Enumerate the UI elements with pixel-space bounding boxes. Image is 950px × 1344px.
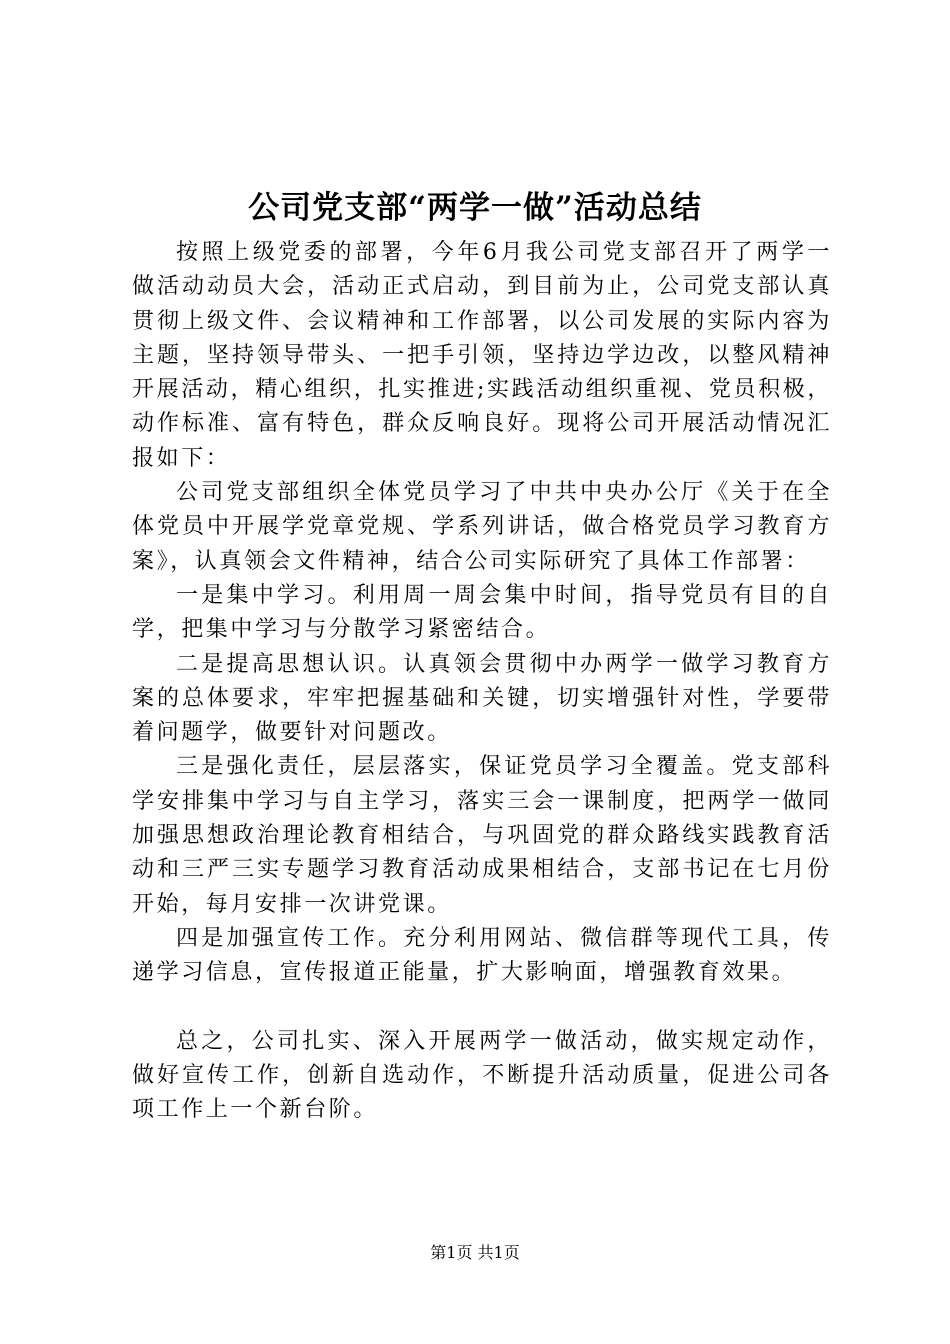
page-footer: 第1页 共1页: [430, 1243, 520, 1262]
paragraph-point-four: 四是加强宣传工作。充分利用网站、微信群等现代工具，传递学习信息，宣传报道正能量，扩大影响面，增强教育效果。: [132, 925, 832, 986]
paragraph-intro: 按照上级党委的部署，今年6月我公司党支部召开了两学一做活动动员大会，活动正式启动，到目前为止，公司党支部认真贯彻上级文件、会议精神和工作部署，以公司发展的实际内容为主题，坚持领导带头、一把手引领，坚持边学边改，以整风精神开展活动，精心组织，扎实推进;实践活动组织重视、党员积极，动作标准、富有特色，群众反响良好。现将公司开展活动情况汇报如下：: [132, 240, 832, 471]
paragraph-conclusion: 总之，公司扎实、深入开展两学一做活动，做实规定动作，做好宣传工作，创新自选动作，不断提升活动质量，促进公司各项工作上一个新台阶。: [132, 1028, 832, 1123]
paragraph-point-two: 二是提高思想认识。认真领会贯彻中办两学一做学习教育方案的总体要求，牢牢把握基础和关键，切实增强针对性，学要带着问题学，做要针对问题改。: [132, 651, 832, 746]
paragraph-study-plan: 公司党支部组织全体党员学习了中共中央办公厅《关于在全体党员中开展学党章党规、学系列讲话，做合格党员学习教育方案》，认真领会文件精神，结合公司实际研究了具体工作部署：: [132, 480, 832, 574]
document-title: 公司党支部“两学一做”活动总结: [248, 190, 702, 226]
paragraph-point-one: 一是集中学习。利用周一周会集中时间，指导党员有目的自学，把集中学习与分散学习紧密结合。: [132, 582, 832, 643]
document-body: [132, 236, 832, 1128]
paragraph-point-three: 三是强化责任，层层落实，保证党员学习全覆盖。党支部科学安排集中学习与自主学习，落实三会一课制度，把两学一做同加强思想政治理论教育相结合，与巩固党的群众路线实践教育活动和三严三实专题学习教育活动成果相结合，支部书记在七月份开始，每月安排一次讲党课。: [132, 754, 832, 917]
